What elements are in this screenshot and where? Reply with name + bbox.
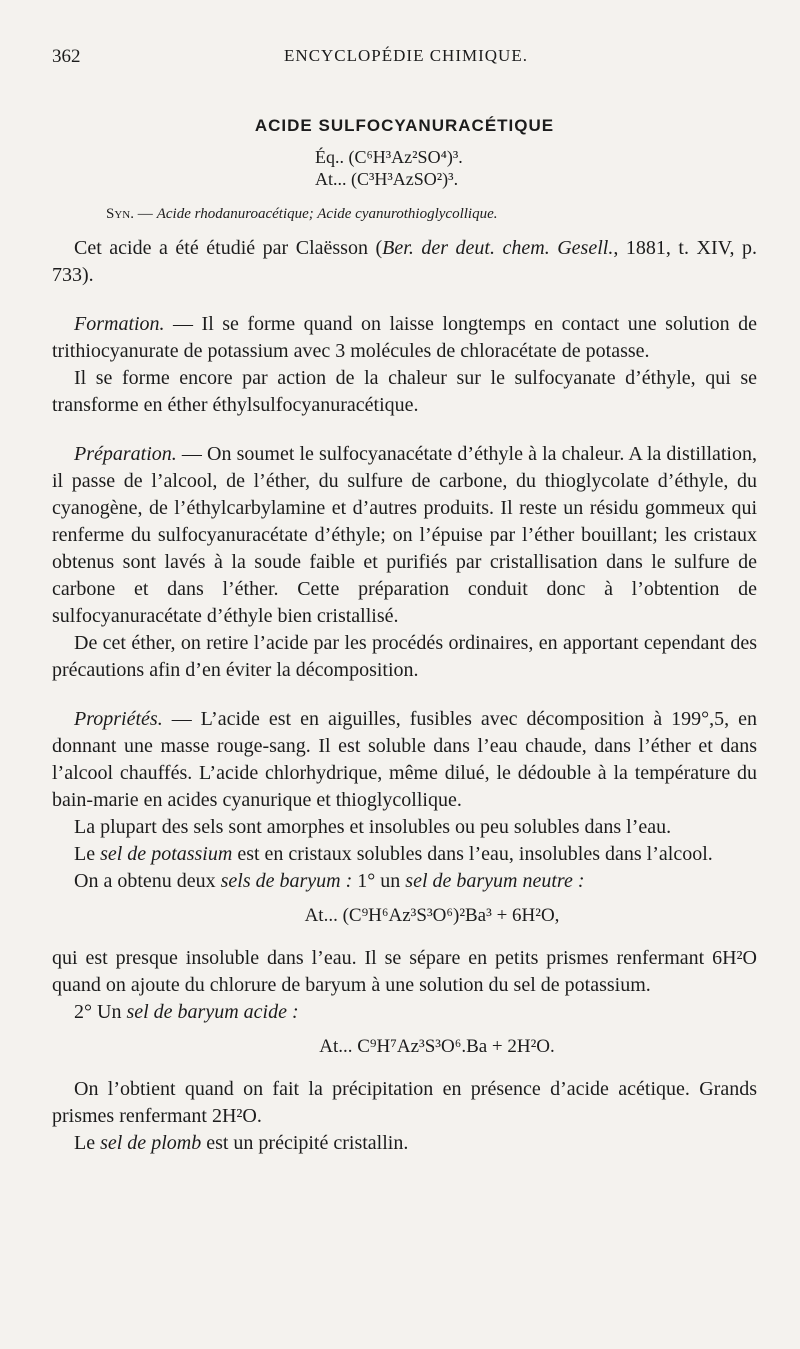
eq-formula: (C⁶H³Az²SO⁴)³.	[348, 147, 463, 167]
equation-neutral-salt: At... (C⁹H⁶Az³S³O⁶)²Ba³ + 6H²O,	[304, 905, 560, 926]
barium-salts-paragraph	[52, 868, 757, 895]
acid-salt-preparation-paragraph: On l’obtient quand on fait la précipitation en présence d’acide acétique. Grands prismes renfermant 2H²O.	[52, 1078, 757, 1127]
potassium-salt-term: sel de potassium	[100, 843, 233, 865]
neutral-barium-salt-term: sel de baryum neutre :	[405, 870, 585, 892]
text-run: Le	[74, 843, 101, 865]
neutral-salt-paragraph: qui est presque insoluble dans l’eau. Il se sépare en petits prismes renfermant 6H²O quand on ajoute du chlorure de baryum à une solution du sel de potassium.	[52, 947, 757, 996]
text-run: On a obtenu deux	[74, 870, 221, 892]
intro-reference: Ber. der deut. chem. Gesell.	[382, 237, 614, 259]
equation-acid-salt: At... C⁹H⁷Az³S³O⁶.Ba + 2H²O.	[319, 1036, 555, 1057]
lead-salt-term: sel de plomb	[100, 1132, 202, 1154]
formation-heading: Formation.	[74, 313, 165, 335]
page-header	[52, 46, 760, 74]
at-formula: (C³H³AzSO²)³.	[351, 169, 459, 189]
lead-salt-paragraph	[52, 1130, 757, 1157]
formula-eq	[315, 146, 757, 168]
preparation-paragraph-2: De cet éther, on retire l’acide par les procédés ordinaires, en apportant cependant des précautions afin d’en éviter la décomposition.	[52, 632, 757, 681]
properties-heading: Propriétés.	[74, 708, 163, 730]
intro-paragraph	[52, 235, 757, 289]
text-run: est en cristaux solubles dans l’eau, insolubles dans l’alcool.	[232, 843, 713, 865]
preparation-paragraph	[52, 441, 757, 630]
acid-salt-paragraph	[52, 999, 757, 1026]
eq-label: Éq..	[315, 147, 344, 167]
synonyms-line	[106, 206, 757, 223]
salts-paragraph: La plupart des sels sont amorphes et insolubles ou peu solubles dans l’eau.	[74, 816, 672, 838]
formula-block	[315, 146, 757, 190]
preparation-heading: Préparation.	[74, 443, 177, 465]
formation-paragraph-2: Il se forme encore par action de la chaleur sur le sulfocyanate d’éthyle, qui se transforme en éther éthylsulfocyanuracétique.	[52, 367, 757, 416]
synonyms-label: Syn. —	[106, 206, 153, 222]
intro-text: Cet acide a été étudié par Claësson (	[74, 237, 383, 259]
text-run: Le	[74, 1132, 101, 1154]
article-body	[52, 116, 757, 1157]
acid-barium-salt-term: sel de baryum acide :	[126, 1001, 299, 1023]
intro-citation: , 1881, t. XIV, p. 733).	[52, 237, 757, 286]
properties-paragraph	[52, 706, 757, 814]
text-run: 1° un	[352, 870, 406, 892]
potassium-salt-paragraph	[52, 841, 757, 868]
formation-paragraph	[52, 311, 757, 365]
formula-at	[315, 168, 757, 190]
barium-salts-term: sels de baryum :	[220, 870, 353, 892]
synonyms-text: Acide rhodanuroacétique; Acide cyanurothioglycollique.	[156, 206, 498, 222]
at-label: At...	[315, 169, 347, 189]
running-title: ENCYCLOPÉDIE CHIMIQUE.	[284, 46, 528, 65]
article-title: ACIDE SULFOCYANURACÉTIQUE	[254, 116, 555, 135]
properties-text: — L’acide est en aiguilles, fusibles avec décomposition à 199°,5, en donnant une masse rouge-sang. Il est soluble dans l’eau chaude, dans l’éther et dans l’alcool chauffés. L’acide chlorhydrique, même dilué, le dédouble à la température du bain-marie en acides cyanurique et thioglycollique.	[52, 708, 757, 811]
text-run: 2° Un	[74, 1001, 127, 1023]
preparation-text: — On soumet le sulfocyanacétate d’éthyle à la chaleur. A la distillation, il passe de l’alcool, de l’éther, du sulfure de carbone, du thioglycolate d’éthyle, du cyanogène, de l’éthylcarbylamine et d’autres produits. Il reste un résidu gommeux qui renferme du sulfocyanuracétate d’éthyle; on l’épuise par l’éther bouillant; les cristaux obtenus sont lavés à la soude faible et purifiés par cristallisation dans le sulfure de carbone et dans l’éther. Cette préparation conduit donc à l’obtention de sulfocyanuracétate d’éthyle bien cristallisé.	[52, 443, 757, 627]
page-number: 362	[52, 46, 81, 67]
formation-text: — Il se forme quand on laisse longtemps en contact une solution de trithiocyanurate de potassium avec 3 molécules de chloracétate de potasse.	[52, 313, 757, 362]
text-run: est un précipité cristallin.	[201, 1132, 409, 1154]
